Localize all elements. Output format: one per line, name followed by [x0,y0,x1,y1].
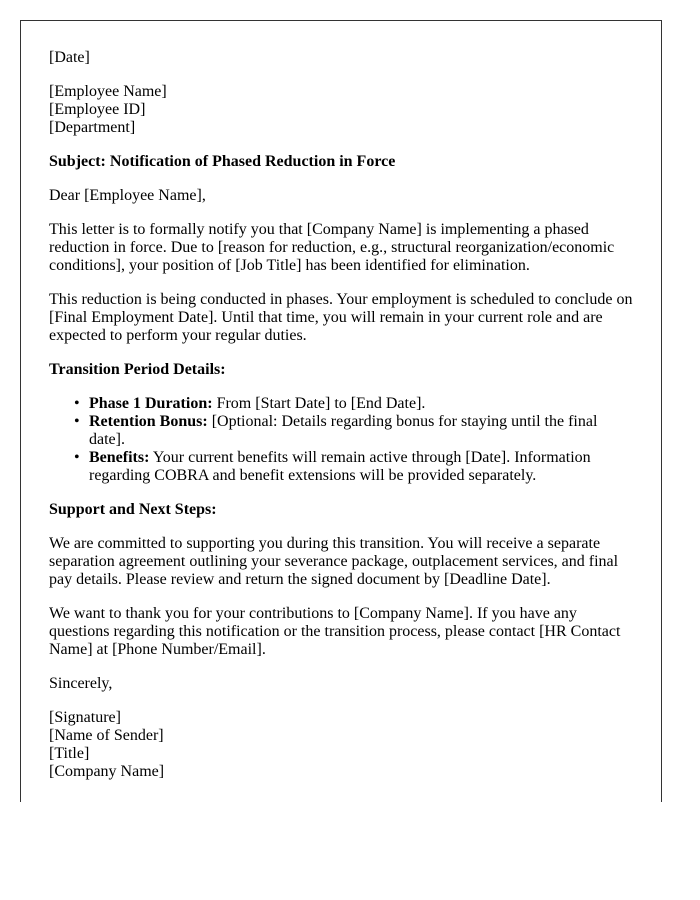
signature: [Signature] [49,709,121,726]
recipient-id: [Employee ID] [49,101,146,118]
list-item-benefits [74,449,633,485]
bullet-icon: • [74,395,80,412]
item-text: Your current benefits will remain active through [Date]. Information regarding COBRA and benefit extensions will be provided separately. [89,449,591,484]
item-label: Retention Bonus: [89,413,208,430]
recipient-name: [Employee Name] [49,83,167,100]
sender-company: [Company Name] [49,763,165,780]
transition-heading: Transition Period Details: [49,361,226,378]
closing-paragraph: We want to thank you for your contributions to [Company Name]. If you have any questions regarding this notification or the transition process, please contact [HR Contact Name] at [Phone Number/Email]. [49,605,621,658]
letter-container [20,20,662,802]
item-text: From [Start Date] to [End Date]. [212,395,426,412]
bullet-icon: • [74,413,80,430]
transition-details-list [49,395,633,485]
date-text: [Date] [49,49,90,66]
recipient-block [49,83,633,137]
item-label: Phase 1 Duration: [89,395,213,412]
salutation: Dear [Employee Name], [49,187,206,204]
recipient-department: [Department] [49,119,136,136]
support-heading: Support and Next Steps: [49,501,217,518]
letter-date [49,49,633,67]
sign-off: Sincerely, [49,675,113,692]
support-paragraph: We are committed to supporting you during this transition. You will receive a separate separation agreement outlining your severance package, outplacement services, and final pay details. Please review and return the signed document by [Deadline Date]. [49,535,619,588]
subject-line: Subject: Notification of Phased Reduction in Force [49,153,396,170]
item-text: [Optional: Details regarding bonus for staying until the final date]. [89,413,598,448]
signature-block [49,709,633,781]
list-item-phase-duration [74,395,633,413]
list-item-retention-bonus [74,413,633,449]
sender-name: [Name of Sender] [49,727,164,744]
phases-paragraph: This reduction is being conducted in phases. Your employment is scheduled to conclude on [Final Employment Date]. Until that time, you will remain in your current role and are expected to perform your regular duties. [49,291,633,344]
item-label: Benefits: [89,449,150,466]
intro-paragraph: This letter is to formally notify you that [Company Name] is implementing a phased reduction in force. Due to [reason for reduction, e.g., structural reorganization/economic conditions], your position of [Job Title] has been identified for elimination. [49,221,615,274]
sender-title: [Title] [49,745,90,762]
bullet-icon: • [74,449,80,466]
